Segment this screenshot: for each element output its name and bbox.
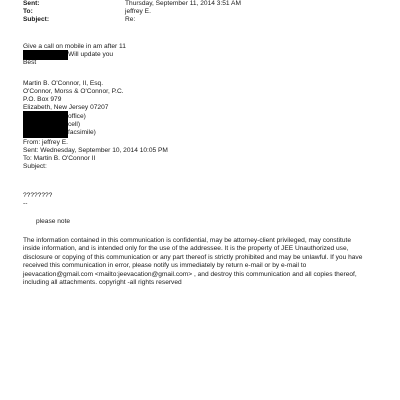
- sent-label: Sent:: [23, 0, 40, 7]
- quoted-to: To: Martin B. O'Connor II: [23, 155, 96, 162]
- to-value: jeffrey E.: [125, 8, 151, 15]
- subject-value: Re:: [125, 16, 136, 23]
- signature-office: office): [68, 113, 86, 120]
- body-line-best: Best: [23, 59, 37, 66]
- subject-label: Subject:: [23, 16, 50, 23]
- to-label: To:: [23, 8, 33, 15]
- sent-value: Thursday, September 11, 2014 3:51 AM: [125, 0, 241, 7]
- signature-name: Martin B. O'Connor, II, Esq.: [23, 80, 104, 87]
- body-line-update: Will update you: [68, 51, 114, 58]
- question-marks: ????????: [23, 192, 53, 199]
- signature-fax: facsimile): [68, 129, 96, 136]
- disclaimer-text: The information contained in this communication is confidential, may be attorney-client privileged, may constitute inside information, and is intended only for the use of the addressee. It is the property of JEE Unauthorized use, disclosure or copying of this communication or any part thereof is strictly prohibited and may be unlawful. If you have received this communication in error, please notify us immediately by return e-mail or by e-mail to jeevacation@gmail.com <mailto:jeevacation@gmail.com> , and destroy this communication and all copies thereof, including all attachments. copyright -all rights reserved: [23, 237, 363, 287]
- signature-firm: O'Connor, Morss & O'Connor, P.C.: [23, 88, 124, 95]
- quoted-from: From: jeffrey E.: [23, 139, 68, 146]
- signature-pobox: P.O. Box 979: [23, 96, 62, 103]
- signature-dashes: --: [23, 200, 28, 207]
- please-note: please note: [36, 218, 71, 225]
- quoted-sent: Sent: Wednesday, September 10, 2014 10:05 PM: [23, 147, 168, 154]
- quoted-subject: Subject:: [23, 163, 47, 170]
- body-line-call: Give a call on mobile in am after 11: [23, 43, 126, 50]
- signature-cell: cell): [68, 121, 81, 128]
- redaction-block: [23, 111, 68, 138]
- signature-city: Elizabeth, New Jersey 07207: [23, 104, 109, 111]
